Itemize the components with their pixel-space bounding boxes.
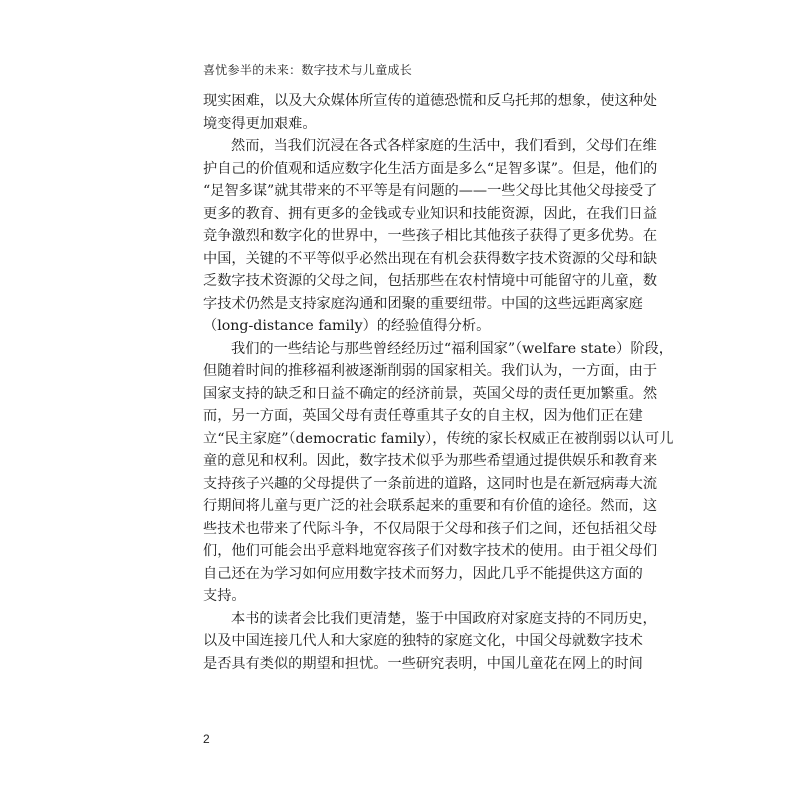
text-line: 但随着时间的推移福利被逐渐削弱的国家相关。我们认为，一方面，由于 (203, 363, 658, 379)
page-number: 2 (203, 732, 210, 746)
text-line: 童的意见和权利。因此，数字技术似乎为那些希望通过提供娱乐和教育来 (203, 453, 658, 469)
text-line: 现实困难，以及大众媒体所宣传的道德恐慌和反乌托邦的想象，使这种处 (203, 93, 658, 109)
text-line: 乏数字技术资源的父母之间，包括那些在农村情境中可能留守的儿童，数 (203, 273, 658, 289)
text-line: 们，他们可能会出乎意料地宽容孩子们对数字技术的使用。由于祖父母们 (203, 543, 658, 559)
text-line: 中国，关键的不平等似乎必然出现在有机会获得数字技术资源的父母和缺 (203, 250, 658, 267)
text-line: 些技术也带来了代际斗争，不仅局限于父母和孩子们之间，还包括祖父母 (203, 520, 658, 537)
body-text (203, 90, 674, 675)
text-line: 支持。 (203, 588, 246, 604)
text-line: 行期间将儿童与更广泛的社会联系起来的重要和有价值的途径。然而，这 (203, 498, 658, 514)
text-line: 是否具有类似的期望和担忧。一些研究表明，中国儿童花在网上的时间 (203, 655, 643, 672)
text-line: 立“民主家庭”（democratic family），传统的家长权威正在被削弱以认可儿 (203, 430, 674, 447)
text-line: 竞争激烈和数字化的世界中，一些孩子相比其他孩子获得了更多优势。在 (203, 228, 658, 244)
text-line: 境变得更加艰难。 (203, 115, 317, 132)
text-line: 护自己的价值观和适应数字化生活方面是多么“足智多谋”。但是，他们的 (203, 160, 658, 177)
text-line: 以及中国连接几代人和大家庭的独特的家庭文化，中国父母就数字技术 (203, 633, 643, 649)
text-line: 国家支持的缺乏和日益不确定的经济前景，英国父母的责任更加繁重。然 (203, 385, 658, 402)
text-line: 而，另一方面，英国父母有责任尊重其子女的自主权，因为他们正在建 (203, 408, 643, 424)
text-line: 字技术仍然是支持家庭沟通和团聚的重要纽带。中国的这些远距离家庭 (203, 295, 643, 312)
text-line: “足智多谋”就其带来的不平等是有问题的——一些父母比其他父母接受了 (203, 183, 658, 199)
text-line: 本书的读者会比我们更清楚，鉴于中国政府对家庭支持的不同历史， (231, 610, 657, 627)
text-line: 我们的一些结论与那些曾经经历过“福利国家”（welfare state）阶段， (231, 340, 673, 357)
text-line: 然而，当我们沉浸在各式各样家庭的生活中，我们看到，父母们在维 (231, 138, 657, 154)
text-line: 支持孩子兴趣的父母提供了一条前进的道路，这同时也是在新冠病毒大流 (203, 475, 658, 492)
running-header: 喜忧参半的未来：数字技术与儿童成长 (203, 63, 413, 77)
text-line: （long-distance family）的经验值得分析。 (203, 318, 491, 334)
text-line: 自己还在为学习如何应用数字技术而努力，因此几乎不能提供这方面的 (203, 565, 643, 582)
text-line: 更多的教育、拥有更多的金钱或专业知识和技能资源，因此，在我们日益 (203, 205, 658, 222)
